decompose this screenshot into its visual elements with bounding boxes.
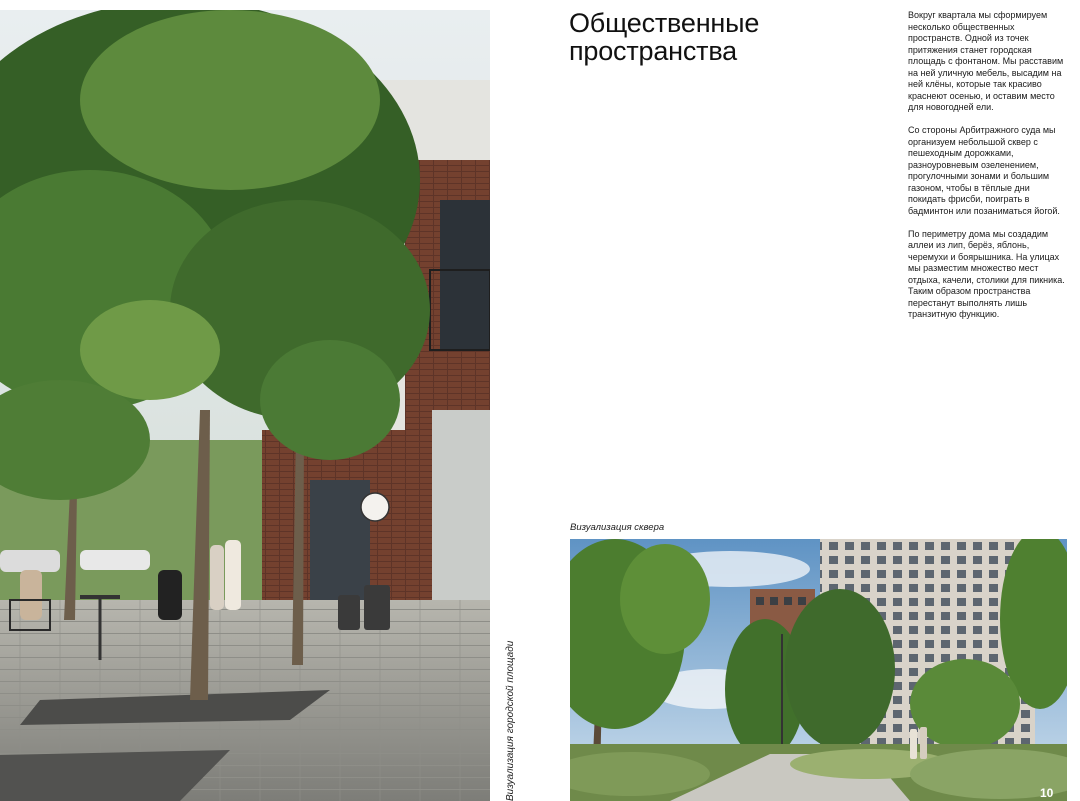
paragraph-3: По периметру дома мы создадим аллеи из лип, берёз, яблонь, черемухи и боярышника. На улицах мы разместим множество мест отдыха, качели, столики для пикника. Таким образом пространства перестанут выполнять лишь транзитную функцию. (908, 228, 1065, 319)
plaza-caption (503, 620, 521, 801)
paragraph-1: Вокруг квартала мы сформируем несколько общественных пространств. Одной из точек притяжения станет городская площадь с фонтаном. Мы расставим на ней уличную мебель, высадим на ней клёны, которые так красиво краснеют осенью, и оставим место для новогодней ели. (908, 10, 1064, 112)
paragraph-2: Со стороны Арбитражного суда мы организуем небольшой сквер с пешеходным дорожками, разноуровневым озеленением, прогулочными зонами и большим газоном, чтобы в тёплые дни покидать фрисби, поиграть в бадминтон или позаниматься йогой. (908, 125, 1060, 216)
plaza-caption-text: Визуализация городской площади (505, 640, 516, 801)
page-number: 10 (1040, 786, 1054, 800)
square-visualization-image (570, 539, 1067, 801)
page-title-line-1: Общественные (569, 8, 760, 38)
page-title (569, 9, 869, 65)
plaza-visualization-image (0, 10, 490, 801)
body-text (908, 10, 1068, 332)
page-title-line-2: пространства (569, 36, 737, 66)
square-caption: Визуализация сквера (570, 522, 665, 533)
